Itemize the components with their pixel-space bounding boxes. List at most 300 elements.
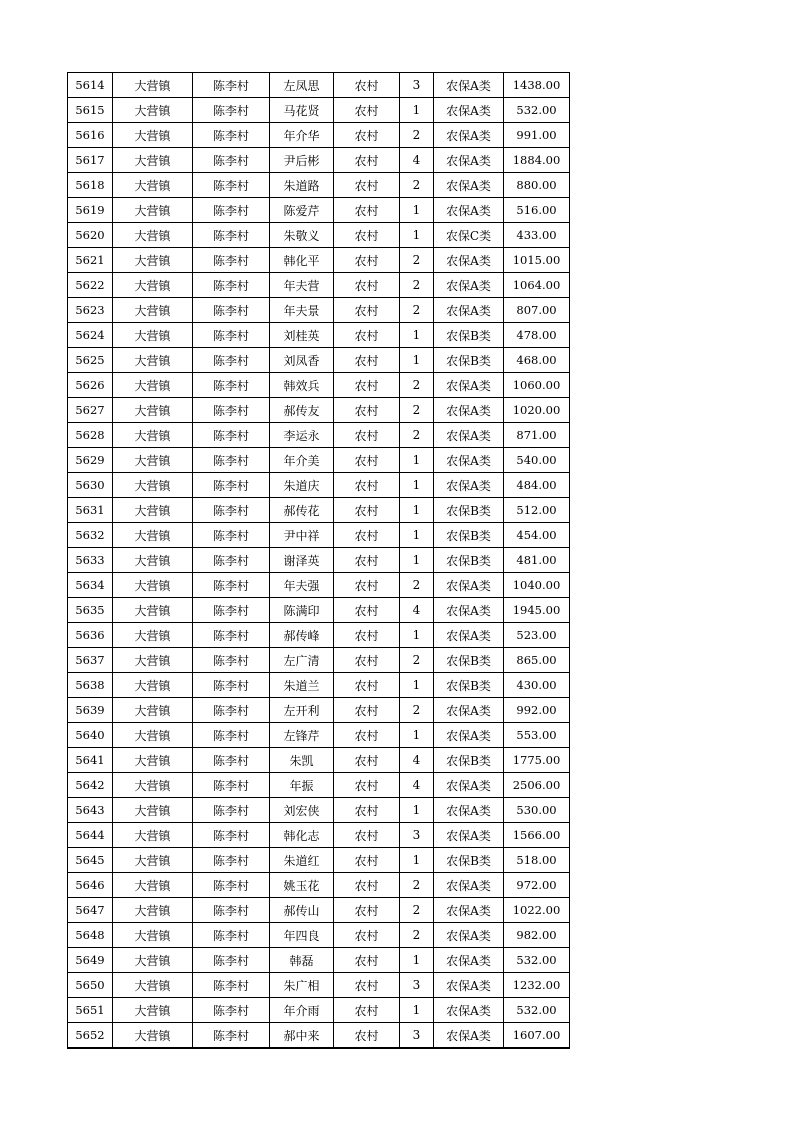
name-cell: 朱凯 <box>270 748 334 773</box>
record-id-cell: 5614 <box>68 73 113 98</box>
record-id-cell: 5648 <box>68 923 113 948</box>
table-row <box>68 273 570 298</box>
insurance-category-cell: 农保A类 <box>434 248 504 273</box>
town-cell: 大营镇 <box>113 698 193 723</box>
name-cell: 陈爱芹 <box>270 198 334 223</box>
name-cell: 陈满印 <box>270 598 334 623</box>
table-row <box>68 398 570 423</box>
town-cell: 大营镇 <box>113 98 193 123</box>
village-cell: 陈李村 <box>193 73 270 98</box>
village-cell: 陈李村 <box>193 723 270 748</box>
record-id-cell: 5649 <box>68 948 113 973</box>
insurance-category-cell: 农保B类 <box>434 673 504 698</box>
name-cell: 马花贤 <box>270 98 334 123</box>
amount-cell: 865.00 <box>504 648 570 673</box>
town-cell: 大营镇 <box>113 548 193 573</box>
town-cell: 大营镇 <box>113 798 193 823</box>
village-cell: 陈李村 <box>193 798 270 823</box>
village-cell: 陈李村 <box>193 298 270 323</box>
table-row <box>68 873 570 898</box>
record-id-cell: 5625 <box>68 348 113 373</box>
member-count-cell: 2 <box>400 873 434 898</box>
town-cell: 大营镇 <box>113 198 193 223</box>
amount-cell: 518.00 <box>504 848 570 873</box>
record-id-cell: 5647 <box>68 898 113 923</box>
town-cell: 大营镇 <box>113 498 193 523</box>
insurance-category-cell: 农保B类 <box>434 323 504 348</box>
table-row <box>68 748 570 773</box>
insurance-category-cell: 农保A类 <box>434 73 504 98</box>
member-count-cell: 1 <box>400 673 434 698</box>
record-id-cell: 5640 <box>68 723 113 748</box>
amount-cell: 1566.00 <box>504 823 570 848</box>
amount-cell: 1438.00 <box>504 73 570 98</box>
roster-table-body <box>68 73 570 1049</box>
name-cell: 朱道路 <box>270 173 334 198</box>
household-type-cell: 农村 <box>334 423 400 448</box>
village-cell: 陈李村 <box>193 373 270 398</box>
amount-cell: 454.00 <box>504 523 570 548</box>
insurance-category-cell: 农保B类 <box>434 648 504 673</box>
village-cell: 陈李村 <box>193 223 270 248</box>
name-cell: 左广清 <box>270 648 334 673</box>
table-row <box>68 323 570 348</box>
village-cell: 陈李村 <box>193 98 270 123</box>
record-id-cell: 5634 <box>68 573 113 598</box>
insurance-category-cell: 农保A类 <box>434 873 504 898</box>
amount-cell: 430.00 <box>504 673 570 698</box>
town-cell: 大营镇 <box>113 123 193 148</box>
village-cell: 陈李村 <box>193 923 270 948</box>
record-id-cell: 5622 <box>68 273 113 298</box>
table-row <box>68 423 570 448</box>
member-count-cell: 2 <box>400 923 434 948</box>
village-cell: 陈李村 <box>193 473 270 498</box>
member-count-cell: 1 <box>400 198 434 223</box>
village-cell: 陈李村 <box>193 748 270 773</box>
household-type-cell: 农村 <box>334 898 400 923</box>
amount-cell: 992.00 <box>504 698 570 723</box>
member-count-cell: 1 <box>400 848 434 873</box>
table-row <box>68 148 570 173</box>
amount-cell: 2506.00 <box>504 773 570 798</box>
member-count-cell: 3 <box>400 73 434 98</box>
record-id-cell: 5629 <box>68 448 113 473</box>
record-id-cell: 5636 <box>68 623 113 648</box>
table-row <box>68 73 570 98</box>
amount-cell: 433.00 <box>504 223 570 248</box>
table-row <box>68 998 570 1023</box>
insurance-category-cell: 农保A类 <box>434 448 504 473</box>
household-type-cell: 农村 <box>334 1023 400 1049</box>
name-cell: 刘宏侠 <box>270 798 334 823</box>
name-cell: 年介美 <box>270 448 334 473</box>
town-cell: 大营镇 <box>113 398 193 423</box>
member-count-cell: 1 <box>400 498 434 523</box>
name-cell: 年夫强 <box>270 573 334 598</box>
town-cell: 大营镇 <box>113 298 193 323</box>
village-cell: 陈李村 <box>193 648 270 673</box>
table-row <box>68 98 570 123</box>
table-row <box>68 673 570 698</box>
record-id-cell: 5638 <box>68 673 113 698</box>
town-cell: 大营镇 <box>113 598 193 623</box>
member-count-cell: 4 <box>400 148 434 173</box>
amount-cell: 1775.00 <box>504 748 570 773</box>
insurance-category-cell: 农保B类 <box>434 548 504 573</box>
town-cell: 大营镇 <box>113 223 193 248</box>
table-row <box>68 1023 570 1049</box>
record-id-cell: 5646 <box>68 873 113 898</box>
record-id-cell: 5630 <box>68 473 113 498</box>
village-cell: 陈李村 <box>193 173 270 198</box>
household-type-cell: 农村 <box>334 348 400 373</box>
village-cell: 陈李村 <box>193 998 270 1023</box>
town-cell: 大营镇 <box>113 373 193 398</box>
household-type-cell: 农村 <box>334 848 400 873</box>
name-cell: 郝传山 <box>270 898 334 923</box>
village-cell: 陈李村 <box>193 248 270 273</box>
town-cell: 大营镇 <box>113 773 193 798</box>
household-type-cell: 农村 <box>334 648 400 673</box>
household-type-cell: 农村 <box>334 873 400 898</box>
town-cell: 大营镇 <box>113 148 193 173</box>
town-cell: 大营镇 <box>113 823 193 848</box>
amount-cell: 532.00 <box>504 998 570 1023</box>
name-cell: 年夫景 <box>270 298 334 323</box>
table-row <box>68 973 570 998</box>
village-cell: 陈李村 <box>193 948 270 973</box>
insurance-category-cell: 农保A类 <box>434 973 504 998</box>
household-type-cell: 农村 <box>334 498 400 523</box>
amount-cell: 991.00 <box>504 123 570 148</box>
insurance-category-cell: 农保A类 <box>434 798 504 823</box>
village-cell: 陈李村 <box>193 898 270 923</box>
table-row <box>68 523 570 548</box>
insurance-category-cell: 农保A类 <box>434 773 504 798</box>
member-count-cell: 1 <box>400 723 434 748</box>
village-cell: 陈李村 <box>193 273 270 298</box>
village-cell: 陈李村 <box>193 398 270 423</box>
amount-cell: 1607.00 <box>504 1023 570 1049</box>
member-count-cell: 1 <box>400 323 434 348</box>
amount-cell: 1015.00 <box>504 248 570 273</box>
insurance-category-cell: 农保A类 <box>434 98 504 123</box>
table-row <box>68 898 570 923</box>
insurance-category-cell: 农保A类 <box>434 473 504 498</box>
amount-cell: 1945.00 <box>504 598 570 623</box>
table-row <box>68 598 570 623</box>
record-id-cell: 5651 <box>68 998 113 1023</box>
insurance-category-cell: 农保A类 <box>434 598 504 623</box>
name-cell: 郝传峰 <box>270 623 334 648</box>
household-type-cell: 农村 <box>334 573 400 598</box>
household-type-cell: 农村 <box>334 598 400 623</box>
member-count-cell: 1 <box>400 798 434 823</box>
insurance-category-cell: 农保A类 <box>434 1023 504 1049</box>
name-cell: 尹后彬 <box>270 148 334 173</box>
household-type-cell: 农村 <box>334 973 400 998</box>
insurance-category-cell: 农保A类 <box>434 823 504 848</box>
household-type-cell: 农村 <box>334 723 400 748</box>
town-cell: 大营镇 <box>113 573 193 598</box>
village-cell: 陈李村 <box>193 973 270 998</box>
insurance-category-cell: 农保A类 <box>434 998 504 1023</box>
household-type-cell: 农村 <box>334 473 400 498</box>
amount-cell: 523.00 <box>504 623 570 648</box>
household-type-cell: 农村 <box>334 73 400 98</box>
village-cell: 陈李村 <box>193 848 270 873</box>
table-row <box>68 948 570 973</box>
household-type-cell: 农村 <box>334 298 400 323</box>
record-id-cell: 5627 <box>68 398 113 423</box>
town-cell: 大营镇 <box>113 723 193 748</box>
household-type-cell: 农村 <box>334 548 400 573</box>
household-type-cell: 农村 <box>334 448 400 473</box>
insurance-category-cell: 农保A类 <box>434 423 504 448</box>
table-row <box>68 623 570 648</box>
record-id-cell: 5621 <box>68 248 113 273</box>
town-cell: 大营镇 <box>113 648 193 673</box>
record-id-cell: 5623 <box>68 298 113 323</box>
town-cell: 大营镇 <box>113 673 193 698</box>
member-count-cell: 1 <box>400 98 434 123</box>
village-cell: 陈李村 <box>193 198 270 223</box>
member-count-cell: 2 <box>400 698 434 723</box>
village-cell: 陈李村 <box>193 773 270 798</box>
amount-cell: 530.00 <box>504 798 570 823</box>
name-cell: 年振 <box>270 773 334 798</box>
amount-cell: 484.00 <box>504 473 570 498</box>
member-count-cell: 2 <box>400 398 434 423</box>
amount-cell: 1022.00 <box>504 898 570 923</box>
village-cell: 陈李村 <box>193 323 270 348</box>
record-id-cell: 5631 <box>68 498 113 523</box>
record-id-cell: 5626 <box>68 373 113 398</box>
insurance-category-cell: 农保A类 <box>434 298 504 323</box>
name-cell: 朱道兰 <box>270 673 334 698</box>
member-count-cell: 2 <box>400 248 434 273</box>
village-cell: 陈李村 <box>193 148 270 173</box>
household-type-cell: 农村 <box>334 823 400 848</box>
amount-cell: 1060.00 <box>504 373 570 398</box>
record-id-cell: 5641 <box>68 748 113 773</box>
name-cell: 年介华 <box>270 123 334 148</box>
record-id-cell: 5632 <box>68 523 113 548</box>
member-count-cell: 1 <box>400 948 434 973</box>
town-cell: 大营镇 <box>113 348 193 373</box>
member-count-cell: 1 <box>400 448 434 473</box>
record-id-cell: 5620 <box>68 223 113 248</box>
household-type-cell: 农村 <box>334 748 400 773</box>
village-cell: 陈李村 <box>193 598 270 623</box>
name-cell: 韩化平 <box>270 248 334 273</box>
member-count-cell: 2 <box>400 573 434 598</box>
amount-cell: 1020.00 <box>504 398 570 423</box>
name-cell: 李运永 <box>270 423 334 448</box>
member-count-cell: 2 <box>400 173 434 198</box>
village-cell: 陈李村 <box>193 623 270 648</box>
record-id-cell: 5615 <box>68 98 113 123</box>
table-row <box>68 923 570 948</box>
record-id-cell: 5637 <box>68 648 113 673</box>
name-cell: 朱道红 <box>270 848 334 873</box>
insurance-category-cell: 农保A类 <box>434 898 504 923</box>
name-cell: 朱敬义 <box>270 223 334 248</box>
member-count-cell: 4 <box>400 598 434 623</box>
town-cell: 大营镇 <box>113 523 193 548</box>
record-id-cell: 5645 <box>68 848 113 873</box>
name-cell: 刘桂英 <box>270 323 334 348</box>
village-cell: 陈李村 <box>193 498 270 523</box>
town-cell: 大营镇 <box>113 323 193 348</box>
insurance-category-cell: 农保A类 <box>434 373 504 398</box>
name-cell: 年夫营 <box>270 273 334 298</box>
insurance-category-cell: 农保A类 <box>434 398 504 423</box>
member-count-cell: 1 <box>400 223 434 248</box>
town-cell: 大营镇 <box>113 923 193 948</box>
member-count-cell: 1 <box>400 523 434 548</box>
table-row <box>68 798 570 823</box>
member-count-cell: 3 <box>400 973 434 998</box>
table-row <box>68 248 570 273</box>
record-id-cell: 5628 <box>68 423 113 448</box>
insurance-category-cell: 农保C类 <box>434 223 504 248</box>
record-id-cell: 5639 <box>68 698 113 723</box>
name-cell: 郝传花 <box>270 498 334 523</box>
household-type-cell: 农村 <box>334 223 400 248</box>
member-count-cell: 2 <box>400 373 434 398</box>
amount-cell: 880.00 <box>504 173 570 198</box>
table-row <box>68 123 570 148</box>
insurance-category-cell: 农保A类 <box>434 623 504 648</box>
member-count-cell: 4 <box>400 773 434 798</box>
table-row <box>68 698 570 723</box>
town-cell: 大营镇 <box>113 873 193 898</box>
member-count-cell: 4 <box>400 748 434 773</box>
amount-cell: 532.00 <box>504 948 570 973</box>
member-count-cell: 1 <box>400 348 434 373</box>
table-row <box>68 223 570 248</box>
amount-cell: 532.00 <box>504 98 570 123</box>
insurance-category-cell: 农保A类 <box>434 948 504 973</box>
household-type-cell: 农村 <box>334 673 400 698</box>
record-id-cell: 5624 <box>68 323 113 348</box>
member-count-cell: 2 <box>400 423 434 448</box>
record-id-cell: 5644 <box>68 823 113 848</box>
table-row <box>68 173 570 198</box>
record-id-cell: 5619 <box>68 198 113 223</box>
amount-cell: 871.00 <box>504 423 570 448</box>
village-cell: 陈李村 <box>193 423 270 448</box>
town-cell: 大营镇 <box>113 848 193 873</box>
insurance-category-cell: 农保A类 <box>434 573 504 598</box>
insurance-category-cell: 农保B类 <box>434 523 504 548</box>
town-cell: 大营镇 <box>113 748 193 773</box>
village-cell: 陈李村 <box>193 873 270 898</box>
household-type-cell: 农村 <box>334 998 400 1023</box>
name-cell: 韩化志 <box>270 823 334 848</box>
household-type-cell: 农村 <box>334 698 400 723</box>
table-row <box>68 548 570 573</box>
household-type-cell: 农村 <box>334 248 400 273</box>
town-cell: 大营镇 <box>113 423 193 448</box>
village-cell: 陈李村 <box>193 698 270 723</box>
record-id-cell: 5617 <box>68 148 113 173</box>
name-cell: 谢泽英 <box>270 548 334 573</box>
household-type-cell: 农村 <box>334 198 400 223</box>
record-id-cell: 5618 <box>68 173 113 198</box>
insurance-category-cell: 农保B类 <box>434 748 504 773</box>
town-cell: 大营镇 <box>113 898 193 923</box>
household-type-cell: 农村 <box>334 273 400 298</box>
name-cell: 左开利 <box>270 698 334 723</box>
amount-cell: 512.00 <box>504 498 570 523</box>
table-row <box>68 823 570 848</box>
member-count-cell: 1 <box>400 473 434 498</box>
amount-cell: 516.00 <box>504 198 570 223</box>
village-cell: 陈李村 <box>193 1023 270 1049</box>
insurance-category-cell: 农保A类 <box>434 148 504 173</box>
member-count-cell: 3 <box>400 1023 434 1049</box>
amount-cell: 982.00 <box>504 923 570 948</box>
household-type-cell: 农村 <box>334 923 400 948</box>
record-id-cell: 5652 <box>68 1023 113 1049</box>
record-id-cell: 5650 <box>68 973 113 998</box>
name-cell: 刘凤香 <box>270 348 334 373</box>
insurance-category-cell: 农保A类 <box>434 173 504 198</box>
amount-cell: 481.00 <box>504 548 570 573</box>
table-row <box>68 373 570 398</box>
household-type-cell: 农村 <box>334 148 400 173</box>
name-cell: 左锋芹 <box>270 723 334 748</box>
member-count-cell: 2 <box>400 298 434 323</box>
town-cell: 大营镇 <box>113 273 193 298</box>
village-cell: 陈李村 <box>193 548 270 573</box>
table-row <box>68 448 570 473</box>
record-id-cell: 5643 <box>68 798 113 823</box>
amount-cell: 972.00 <box>504 873 570 898</box>
name-cell: 郝中来 <box>270 1023 334 1049</box>
town-cell: 大营镇 <box>113 173 193 198</box>
member-count-cell: 1 <box>400 998 434 1023</box>
household-type-cell: 农村 <box>334 798 400 823</box>
town-cell: 大营镇 <box>113 623 193 648</box>
town-cell: 大营镇 <box>113 948 193 973</box>
amount-cell: 1232.00 <box>504 973 570 998</box>
name-cell: 韩效兵 <box>270 373 334 398</box>
village-cell: 陈李村 <box>193 523 270 548</box>
table-row <box>68 648 570 673</box>
household-type-cell: 农村 <box>334 123 400 148</box>
household-type-cell: 农村 <box>334 773 400 798</box>
table-row <box>68 498 570 523</box>
roster-table <box>67 72 570 1049</box>
record-id-cell: 5633 <box>68 548 113 573</box>
amount-cell: 1064.00 <box>504 273 570 298</box>
household-type-cell: 农村 <box>334 948 400 973</box>
document-page <box>67 72 570 1049</box>
village-cell: 陈李村 <box>193 348 270 373</box>
household-type-cell: 农村 <box>334 98 400 123</box>
insurance-category-cell: 农保B类 <box>434 848 504 873</box>
amount-cell: 478.00 <box>504 323 570 348</box>
household-type-cell: 农村 <box>334 523 400 548</box>
village-cell: 陈李村 <box>193 573 270 598</box>
name-cell: 左凤思 <box>270 73 334 98</box>
name-cell: 年介雨 <box>270 998 334 1023</box>
member-count-cell: 2 <box>400 273 434 298</box>
